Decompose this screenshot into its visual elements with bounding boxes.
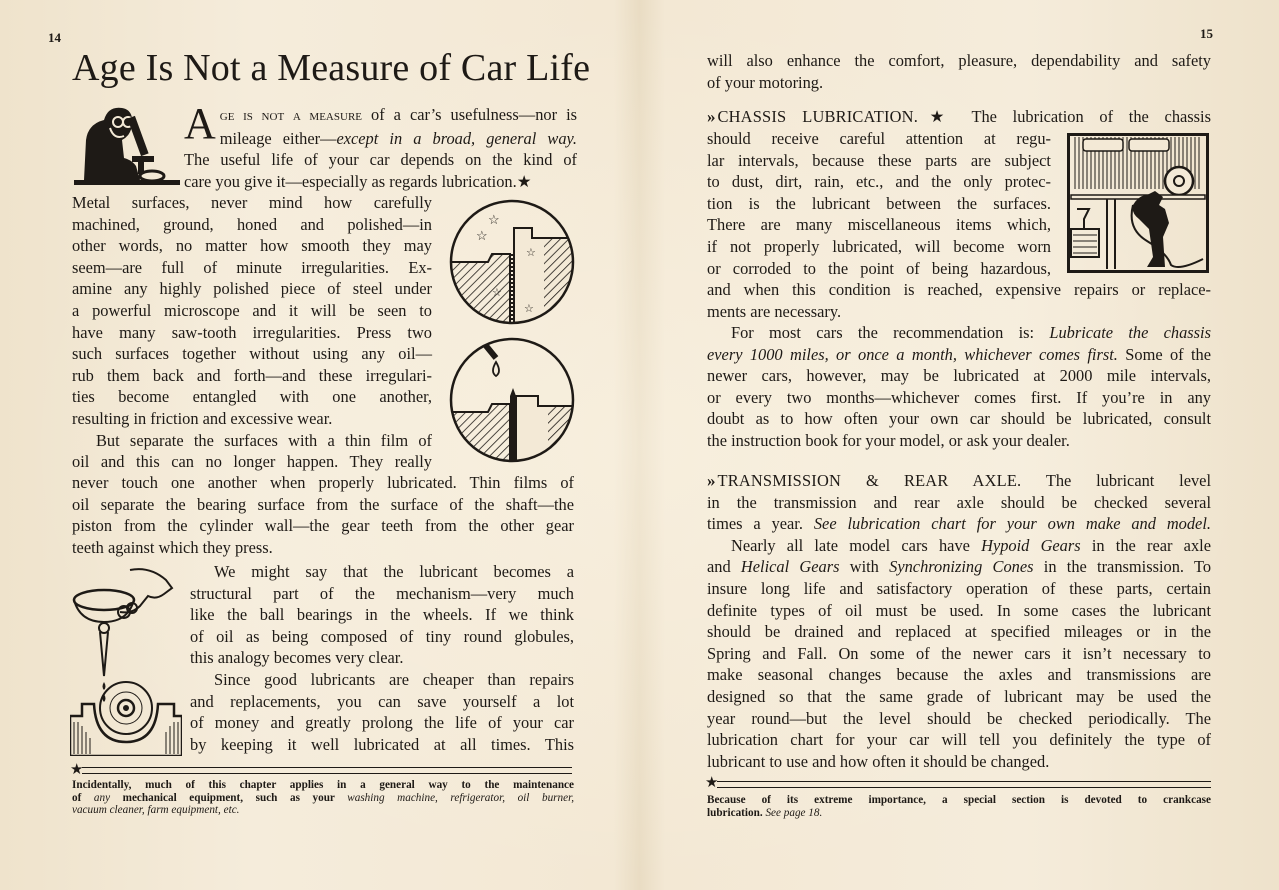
svg-text:☆: ☆ — [492, 287, 502, 299]
metal-surfaces-paragraph: Metal surfaces, never mind how carefully machined, ground, honed and polished—in other words, no matter how smooth they may seem—are full of minute irregularities. Ex- amine any highly polished piece of steel under a powerful microscope and it will be seen to have many saw-tooth irregularities. Press two such surfaces together without using any oil— rub them back and forth—and these irregulari- ties become entangled with one another, resulting in friction and excessive wear. But separate the surfaces with a thin film of oil and this can no longer happen. They really — [72, 193, 432, 472]
chassis-lubrication-heading: » CHASSIS LUBRICATION.★ The lubrication of the chassis — [707, 107, 1211, 126]
page-number: 15 — [1200, 26, 1213, 41]
page-number: 14 — [48, 30, 61, 45]
footnote-rule — [717, 781, 1211, 788]
thin-films-paragraph: never touch one another when properly lubricated. Thin films of oil separate the bearing surface from the surface of the shaft—the piston from the cylinder wall—the gear teeth from the other gear teeth against which they press. — [72, 473, 574, 557]
structural-part-paragraph: We might say that the lubricant becomes a structural part of the mechanism—very much like the ball bearings in the wheels. If we think of oil as being composed of tiny round globules, this analogy becomes very clear. Since good lubricants are cheaper than repairs and replacements, you can save yourself a lot of money and greatly prolong the life of your car by keeping it well lubricated at all times. This — [190, 562, 574, 754]
intro-paragraph: A ge is not a measure of a car’s usefulness—nor is mileage either—except in a broad, general way. The useful life of your car depends on the kind of care you give it—especially as regards lubrication.★ — [184, 99, 577, 191]
section-marker-icon: » — [707, 107, 713, 126]
recommendation-paragraph: For most cars the recommendation is: Lubricate the chassis every 1000 miles, or once a month, whichever comes first. Some of the newer cars, however, may be lubricated at 2000 mile intervals, or every two months—whichever comes first. If you’re in any doubt as to how often your own car should be lubricated, consult the instruction book for your model, or ask your dealer. — [707, 323, 1212, 450]
svg-text:☆: ☆ — [526, 247, 536, 259]
continuation-paragraph: will also enhance the comfort, pleasure, dependability and safety of your motoring. — [707, 51, 1211, 92]
right-page — [640, 0, 1279, 890]
svg-text:☆: ☆ — [524, 303, 534, 315]
drop-cap: A — [184, 99, 216, 148]
footnote-star-icon: ★ — [70, 762, 84, 778]
chassis-lubrication-paragraph: should receive careful attention at regu- lar intervals, because these parts are subject to dust, dirt, rain, etc., and the only protec- tion is the lubricant between the surfaces. There are many miscellaneous items which, if not properly lubricated, will become worn or corroded to the point of being hazardous, — [707, 129, 1051, 278]
scientist-microscope-icon — [74, 100, 180, 186]
oil-can-ball-bearing-icon — [70, 566, 182, 756]
magnified-surfaces-dry-icon — [448, 198, 576, 326]
transmission-rear-axle-paragraph: » TRANSMISSION & REAR AXLE. The lubricant level in the transmission and rear axle should be checked several times a year. See lubrication chart for your own make and model. Nearly all late model cars have Hypoid Gears in the rear axle and Helical Gears with Synchronizing Cones in the transmission. To insure long life and satisfactory operation of these parts, certain definite types of oil must be used. In some cases the lubricant should be drained and replaced at specified mileages or in the Spring and Fall. On some of the newer cars it isn’t necessary to make seasonal changes because the axles and transmissions are designed so that the same grade of lubricant may be used the year round—but the level should be checked periodically. The lubrication chart for your car will tell you definitely the type of lubricant to use and how often it should be changed. — [707, 471, 1212, 771]
chassis-lubrication-paragraph-cont: and when this condition is reached, expensive repairs or replace- ments are necessary. — [707, 280, 1211, 321]
svg-text:☆: ☆ — [476, 228, 488, 243]
footnote-rule — [82, 767, 572, 774]
svg-text:☆: ☆ — [488, 212, 500, 227]
footnote-star-icon: ★ — [705, 775, 719, 791]
mechanic-car-lift-icon — [1067, 133, 1209, 273]
footnote: Because of its extreme importance, a special section is devoted to crankcase lubrication. See page 18. — [707, 794, 1211, 819]
section-marker-icon: » — [707, 471, 713, 490]
footnote: Incidentally, much of this chapter applies in a general way to the maintenance of any mechanical equipment, such as your washing machine, refrigerator, oil burner, vacuum cleaner, farm equipment, etc. — [72, 779, 574, 816]
magnified-surfaces-oiled-icon — [448, 336, 576, 464]
page-title: Age Is Not a Measure of Car Life — [72, 47, 591, 89]
